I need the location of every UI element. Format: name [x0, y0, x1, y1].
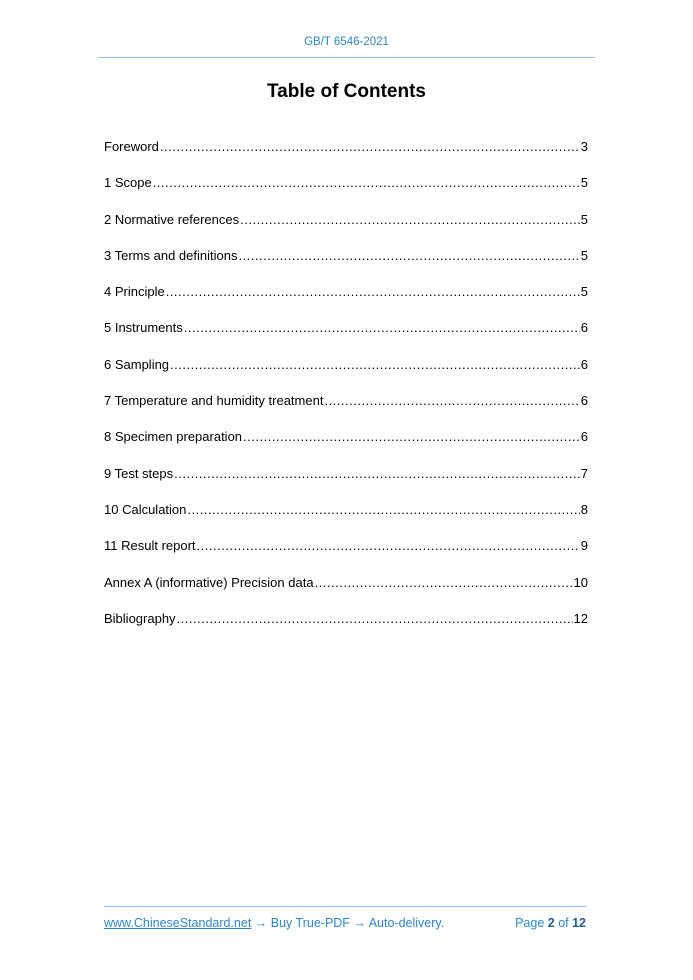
toc-entry-label: 9 Test steps [104, 465, 174, 481]
toc-entry-label: 10 Calculation [104, 501, 187, 517]
toc-entry-principle[interactable] [104, 284, 588, 320]
toc-entry-label: 1 Scope [104, 175, 152, 191]
total-pages-number: 12 [572, 916, 586, 930]
dot-leader [324, 393, 579, 409]
toc-entry-test-steps[interactable] [104, 466, 588, 502]
toc-entry-result-report[interactable] [104, 538, 588, 574]
toc-entry-label: Bibliography [104, 610, 176, 626]
toc-entry-page: 6 [580, 429, 588, 445]
toc-entry-foreword[interactable] [104, 139, 588, 175]
promo-text: → Buy True-PDF → Auto-delivery. [251, 916, 445, 930]
toc-entry-specimen-preparation[interactable] [104, 429, 588, 465]
table-of-contents [104, 139, 588, 647]
of-word: of [554, 916, 573, 930]
dot-leader [166, 284, 580, 300]
toc-entry-page: 6 [580, 356, 588, 372]
toc-entry-bibliography[interactable] [104, 611, 588, 647]
dot-leader [160, 139, 580, 155]
dot-leader [177, 611, 573, 627]
toc-entry-temperature-humidity[interactable] [104, 393, 588, 429]
dot-leader [243, 429, 580, 445]
toc-entry-label: 6 Sampling [104, 356, 170, 372]
dot-leader [238, 248, 579, 264]
toc-entry-label: 11 Result report [104, 538, 196, 554]
dot-leader [184, 320, 580, 336]
toc-entry-page: 9 [580, 538, 588, 554]
current-page-number: 2 [547, 916, 555, 930]
toc-entry-label: 8 Specimen preparation [104, 429, 243, 445]
toc-entry-label: 3 Terms and definitions [104, 247, 238, 263]
dot-leader [197, 538, 580, 554]
dot-leader [174, 466, 580, 482]
site-link[interactable]: www.ChineseStandard.net [104, 916, 252, 930]
toc-entry-normative-references[interactable] [104, 212, 588, 248]
toc-entry-instruments[interactable] [104, 320, 588, 356]
dot-leader [153, 175, 580, 191]
toc-entry-sampling[interactable] [104, 357, 588, 393]
page-indicator [515, 916, 586, 930]
toc-entry-label: Annex A (informative) Precision data [104, 574, 314, 590]
toc-entry-label: 7 Temperature and humidity treatment [104, 393, 324, 409]
toc-entry-label: Foreword [104, 139, 159, 154]
dot-leader [187, 502, 579, 518]
toc-entry-label: 4 Principle [104, 284, 165, 300]
toc-entry-page: 5 [580, 211, 588, 227]
toc-entry-terms-definitions[interactable] [104, 248, 588, 284]
toc-entry-page: 12 [573, 610, 588, 626]
toc-entry-page: 6 [580, 320, 588, 336]
footer-divider [104, 906, 586, 907]
toc-entry-page: 5 [580, 175, 588, 191]
toc-entry-page: 8 [580, 501, 588, 517]
toc-entry-page: 5 [580, 284, 588, 300]
toc-entry-page: 10 [573, 574, 588, 590]
toc-entry-scope[interactable] [104, 175, 588, 211]
dot-leader [240, 212, 580, 228]
dot-leader [170, 357, 580, 373]
toc-entry-page: 5 [580, 247, 588, 263]
toc-entry-page: 3 [580, 139, 588, 154]
toc-entry-label: 2 Normative references [104, 211, 240, 227]
toc-entry-page: 6 [580, 393, 588, 409]
toc-entry-calculation[interactable] [104, 502, 588, 538]
page-title: Table of Contents [266, 81, 427, 102]
footer-promo [104, 916, 444, 930]
toc-entry-page: 7 [580, 465, 588, 481]
header-divider [98, 57, 595, 58]
dot-leader [315, 575, 573, 591]
standard-code: GB/T 6546-2021 [304, 36, 389, 48]
toc-entry-annex-a[interactable] [104, 575, 588, 611]
page-word: Page [515, 916, 548, 930]
toc-entry-label: 5 Instruments [104, 320, 183, 336]
